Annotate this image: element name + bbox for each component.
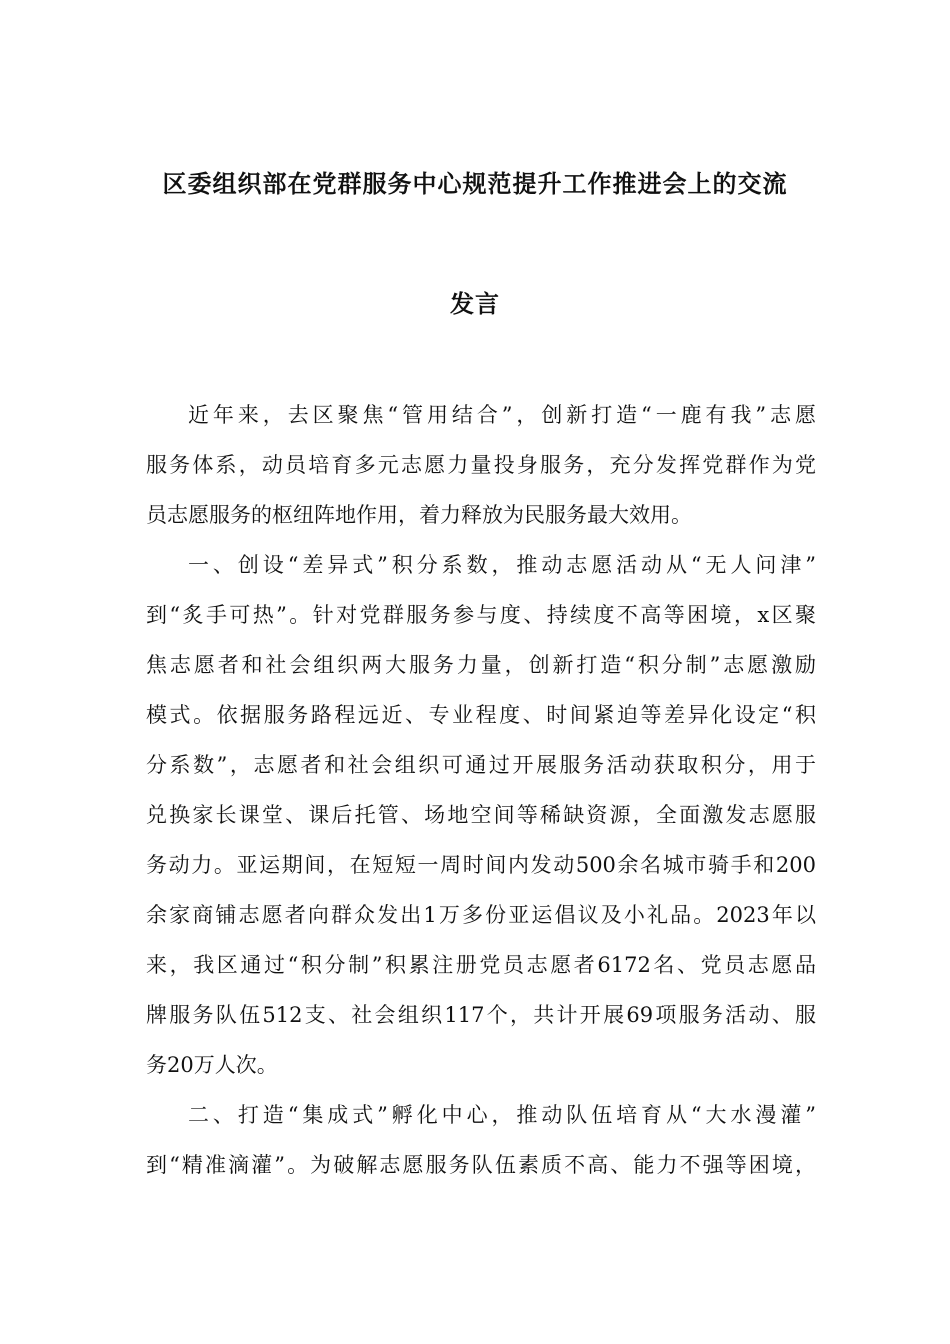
body-line-10: 务动力。亚运期间，在短短一周时间内发动500余名城市骑手和200 bbox=[146, 853, 816, 877]
body-line-8: 分系数”，志愿者和社会组织可通过开展服务活动获取积分，用于 bbox=[146, 753, 816, 777]
body-line-1: 近年来，去区聚焦“管用结合”，创新打造“一鹿有我”志愿 bbox=[188, 403, 816, 427]
body-line-5: 到“炙手可热”。针对党群服务参与度、持续度不高等困境，x区聚 bbox=[146, 603, 816, 627]
document-title-line-2: 发言 bbox=[450, 289, 500, 318]
body-line-13: 牌服务队伍512支、社会组织117个，共计开展69项服务活动、服 bbox=[146, 1003, 816, 1027]
body-line-14: 务20万人次。 bbox=[146, 1053, 278, 1077]
body-line-3: 员志愿服务的枢纽阵地作用，着力释放为民服务最大效用。 bbox=[146, 503, 692, 527]
body-line-15: 二、打造“集成式”孵化中心，推动队伍培育从“大水漫灌” bbox=[188, 1103, 816, 1127]
body-line-4: 一、创设“差异式”积分系数，推动志愿活动从“无人问津” bbox=[188, 553, 816, 577]
body-line-2: 服务体系，动员培育多元志愿力量投身服务，充分发挥党群作为党 bbox=[146, 453, 816, 477]
body-line-16: 到“精准滴灌”。为破解志愿服务队伍素质不高、能力不强等困境， bbox=[146, 1153, 816, 1177]
body-line-7: 模式。依据服务路程远近、专业程度、时间紧迫等差异化设定“积 bbox=[146, 703, 816, 727]
body-line-12: 来，我区通过“积分制”积累注册党员志愿者6172名、党员志愿品 bbox=[146, 953, 816, 977]
body-line-9: 兑换家长课堂、课后托管、场地空间等稀缺资源，全面激发志愿服 bbox=[146, 803, 816, 827]
document-title-line-1: 区委组织部在党群服务中心规范提升工作推进会上的交流 bbox=[162, 169, 788, 198]
body-line-6: 焦志愿者和社会组织两大服务力量，创新打造“积分制”志愿激励 bbox=[146, 653, 816, 677]
body-line-11: 余家商铺志愿者向群众发出1万多份亚运倡议及小礼品。2023年以 bbox=[146, 903, 816, 927]
